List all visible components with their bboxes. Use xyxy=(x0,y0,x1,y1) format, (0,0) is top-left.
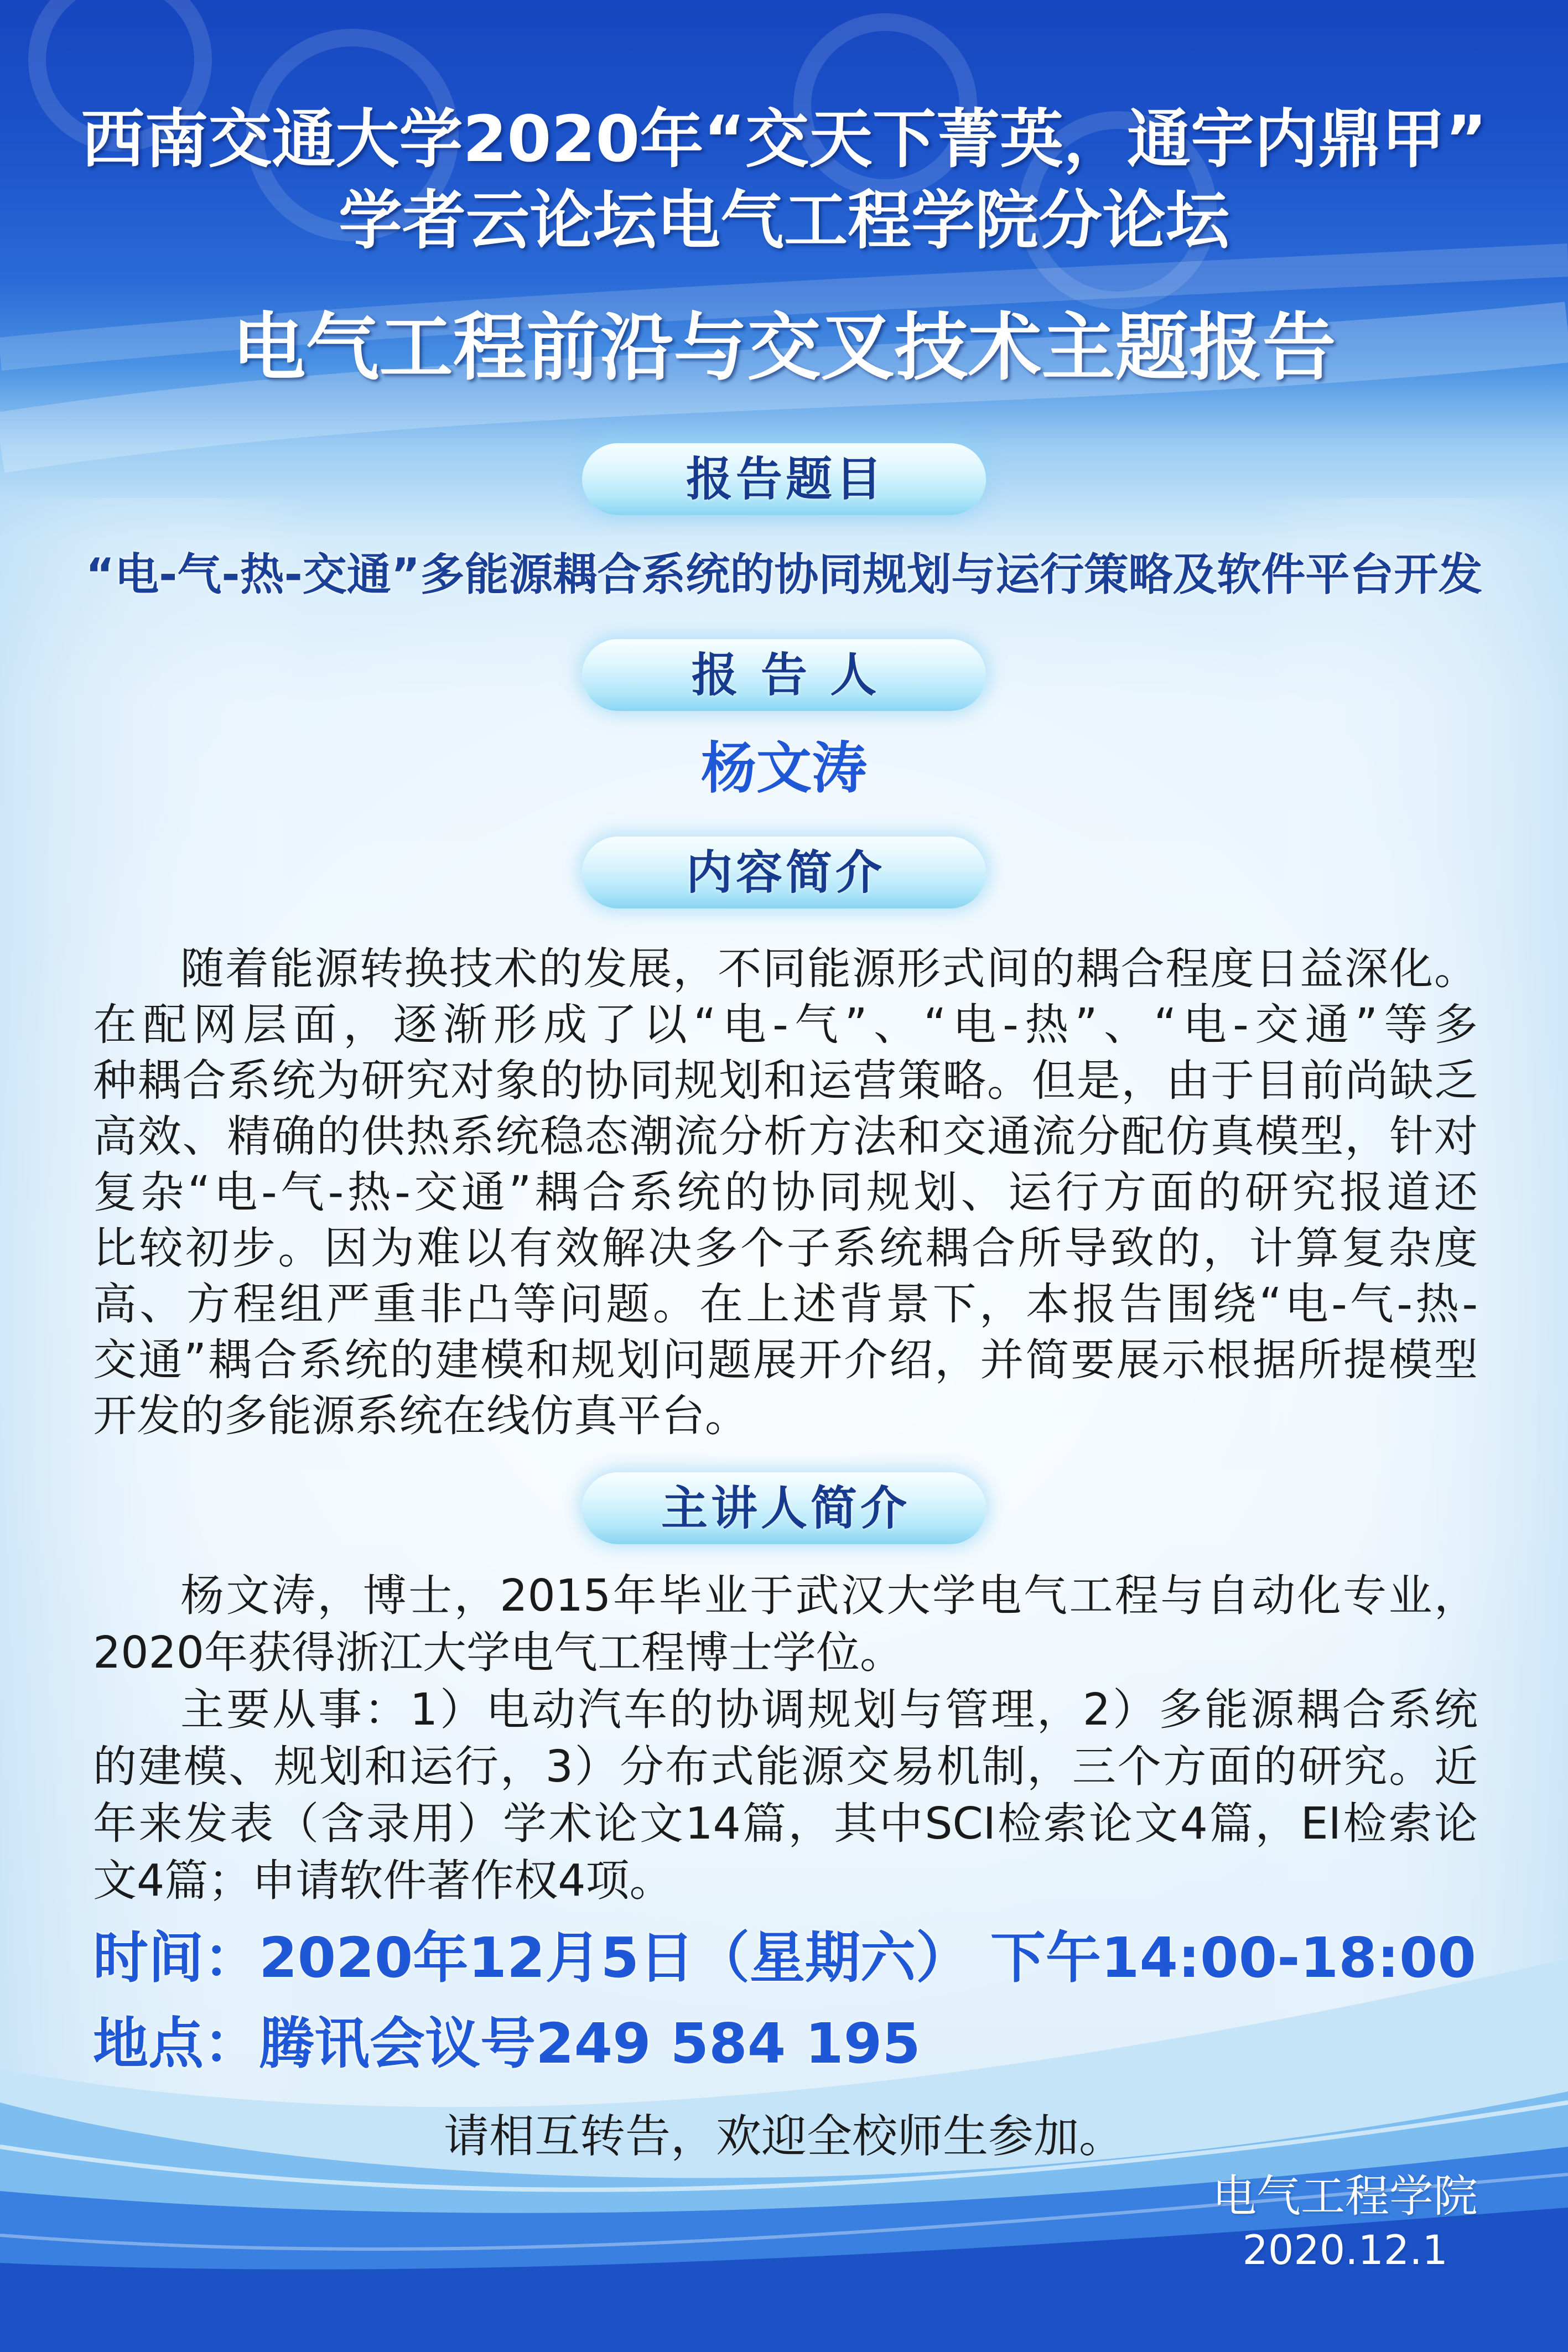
abstract-line: 比较初步。因为难以有效解决多个子系统耦合所导致的，计算复杂度 xyxy=(93,1223,1478,1274)
closing-note: 请相互转告，欢迎全校师生参加。 xyxy=(443,2110,1124,2163)
speaker-name: 杨文涛 xyxy=(701,736,867,801)
abstract-line: 随着能源转换技术的发展，不同能源形式间的耦合程度日益深化。 xyxy=(180,943,1478,994)
bio-line: 的建模、规划和运行，3）分布式能源交易机制，三个方面的研究。近 xyxy=(93,1741,1478,1792)
report-topic: “电-气-热-交通”多能源耦合系统的协同规划与运行策略及软件平台开发 xyxy=(85,549,1483,600)
abstract-line: 开发的多能源系统在线仿真平台。 xyxy=(93,1390,749,1441)
abstract-line: 复杂“电-气-热-交通”耦合系统的协同规划、运行方面的研究报道还 xyxy=(93,1167,1478,1218)
abstract-line: 种耦合系统为研究对象的协同规划和运营策略。但是，由于目前尚缺乏 xyxy=(93,1055,1478,1106)
section-label-bio: 主讲人简介 xyxy=(661,1481,910,1535)
bio-line: 2020年获得浙江大学电气工程博士学位。 xyxy=(93,1627,904,1678)
bio-line: 杨文涛，博士，2015年毕业于武汉大学电气工程与自动化专业， xyxy=(180,1570,1478,1621)
bio-line: 文4篇；申请软件著作权4项。 xyxy=(93,1855,673,1906)
section-label-topic: 报告题目 xyxy=(686,452,885,506)
section-label-speaker: 报 告 人 xyxy=(691,648,880,702)
bio-line: 主要从事：1）电动汽车的协调规划与管理，2）多能源耦合系统 xyxy=(180,1684,1478,1735)
abstract-line: 高、方程组严重非凸等问题。在上述背景下，本报告围绕“电-气-热- xyxy=(93,1279,1478,1330)
header-title-line-1: 西南交通大学2020年“交天下菁英，通宇内鼎甲” xyxy=(81,102,1487,176)
organizer: 电气工程学院 xyxy=(1212,2171,1478,2222)
section-pill-abstract xyxy=(582,837,986,908)
event-time: 时间：2020年12月5日（星期六） 下午14:00-18:00 xyxy=(93,1925,1476,1990)
section-label-abstract: 内容简介 xyxy=(686,845,885,900)
bio-line: 年来发表（含录用）学术论文14篇，其中SCI检索论文4篇，EI检索论 xyxy=(93,1798,1478,1849)
section-pill-speaker xyxy=(582,639,986,711)
section-pill-topic xyxy=(582,443,986,515)
issue-date: 2020.12.1 xyxy=(1242,2227,1448,2274)
abstract-line: 高效、精确的供热系统稳态潮流分析方法和交通流分配仿真模型，针对 xyxy=(93,1111,1478,1162)
abstract-line: 交通”耦合系统的建模和规划问题展开介绍，并简要展示根据所提模型 xyxy=(93,1335,1478,1385)
event-location: 地点：腾讯会议号249 584 195 xyxy=(93,2011,921,2076)
section-pill-bio xyxy=(582,1472,986,1544)
header-title-line-2: 学者云论坛电气工程学院分论坛 xyxy=(338,184,1229,258)
header-subtitle: 电气工程前沿与交叉技术主题报告 xyxy=(232,305,1336,391)
abstract-line: 在配网层面，逐渐形成了以“电-气”、“电-热”、“电-交通”等多 xyxy=(93,999,1478,1050)
